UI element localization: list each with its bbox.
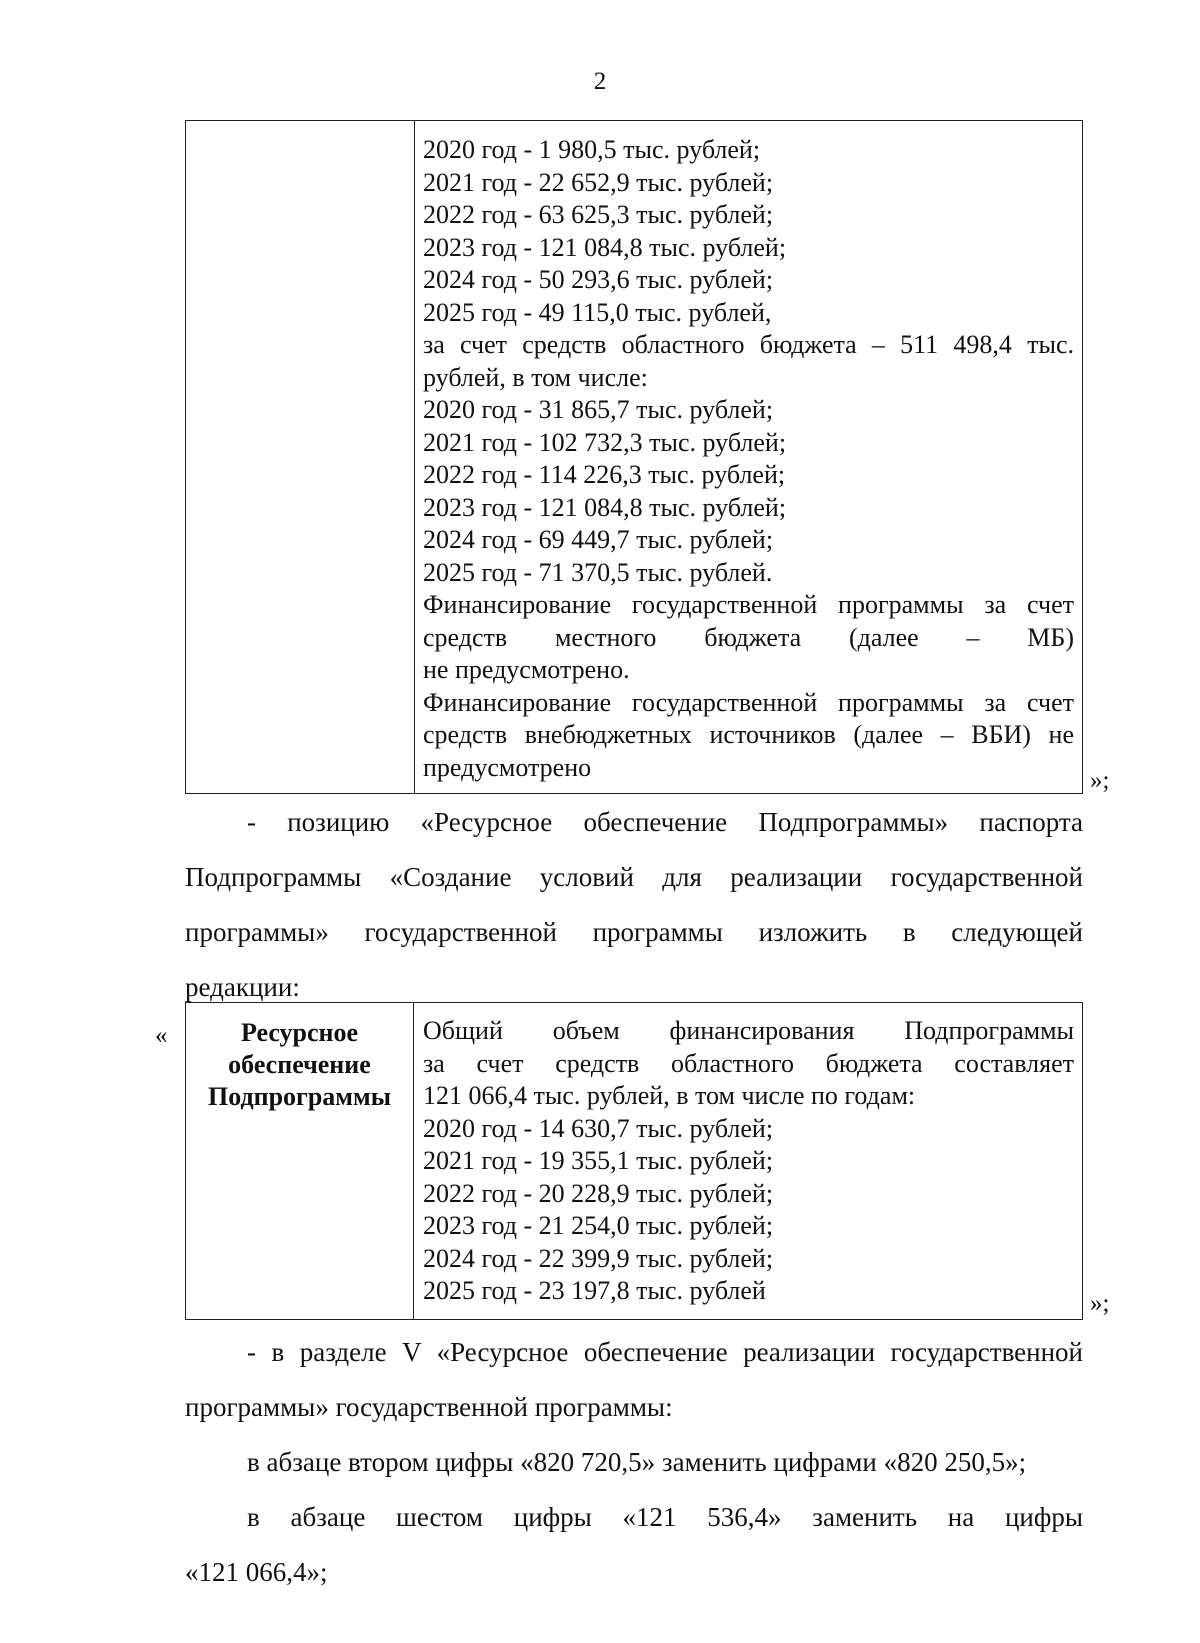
funding-line: рублей, в том числе: [423,362,648,392]
table-header-cell [186,1003,414,1319]
paragraph-line: программы» государственной программы изложить в следующей [185,917,1083,947]
table-right-cell [423,134,1074,784]
funding-line: 2022 год - 20 228,9 тыс. рублей; [423,1178,774,1208]
funding-table-continuation [185,120,1083,794]
paragraph-line: редакции: [185,972,300,1002]
page-number: 2 [593,68,607,95]
amendment-paragraph-1 [185,795,1083,1015]
header-line: обеспечение [228,1050,371,1079]
paragraph-line: - позицию «Ресурсное обеспечение Подпрограммы» паспорта [247,807,1083,837]
resource-provision-table [185,1002,1083,1320]
header-line: Ресурсное [240,1018,359,1047]
funding-line: 2020 год - 14 630,7 тыс. рублей; [423,1113,774,1143]
closing-quote: »; [1090,767,1110,794]
funding-line: Финансирование государственной программы за счет [423,687,1074,717]
funding-line: Финансирование государственной программы за счет [423,590,1074,619]
funding-line: предусмотрено [423,752,592,782]
funding-line: Общий объем финансирования Подпрограммы [423,1016,1074,1045]
paragraph-line: «121 066,4»; [185,1557,328,1587]
paragraph-line: - в разделе V «Ресурсное обеспечение реализации государственной [247,1337,1083,1367]
amendment-paragraph-2 [185,1325,1083,1600]
funding-line: за счет средств областного бюджета – 511 498,4 тыс. [423,330,1074,359]
funding-line: за счет средств областного бюджета составляет [423,1048,1074,1078]
funding-line: 2021 год - 102 732,3 тыс. рублей; [423,427,787,457]
funding-line: средств внебюджетных источников (далее – ВБИ) не [423,720,1074,749]
funding-line: 2025 год - 23 197,8 тыс. рублей [423,1276,766,1305]
paragraph-line: Подпрограммы «Создание условий для реализации государственной [185,862,1083,892]
paragraph-line: программы» государственной программы: [185,1392,673,1422]
funding-line: средств местного бюджета (далее – МБ) [423,622,1074,652]
funding-line: 2020 год - 31 865,7 тыс. рублей; [423,395,774,424]
header-line: Подпрограммы [207,1082,392,1111]
funding-line: 121 066,4 тыс. рублей, в том числе по годам: [423,1081,916,1110]
opening-quote: « [155,1022,168,1049]
funding-line: не предусмотрено. [423,655,630,684]
funding-line: 2023 год - 121 084,8 тыс. рублей; [423,232,787,262]
paragraph-line: в абзаце втором цифры «820 720,5» заменить цифрами «820 250,5»; [247,1447,1027,1477]
funding-line: 2023 год - 121 084,8 тыс. рублей; [423,492,787,522]
paragraph-line: в абзаце шестом цифры «121 536,4» заменить на цифры [247,1502,1083,1532]
funding-line: 2023 год - 21 254,0 тыс. рублей; [423,1211,774,1240]
funding-line: 2022 год - 114 226,3 тыс. рублей; [423,460,786,489]
funding-line: 2021 год - 19 355,1 тыс. рублей; [423,1146,774,1175]
funding-line: 2022 год - 63 625,3 тыс. рублей; [423,200,774,229]
table-left-cell [186,121,415,793]
funding-line: 2020 год - 1 980,5 тыс. рублей; [423,135,761,164]
closing-quote: »; [1090,1290,1110,1317]
funding-line: 2025 год - 71 370,5 тыс. рублей. [423,557,773,587]
funding-line: 2024 год - 50 293,6 тыс. рублей; [423,265,774,294]
funding-line: 2024 год - 22 399,9 тыс. рублей; [423,1243,774,1273]
funding-line: 2025 год - 49 115,0 тыс. рублей, [423,297,772,327]
table-right-cell [423,1015,1074,1308]
funding-line: 2024 год - 69 449,7 тыс. рублей; [423,525,774,554]
funding-line: 2021 год - 22 652,9 тыс. рублей; [423,167,774,197]
